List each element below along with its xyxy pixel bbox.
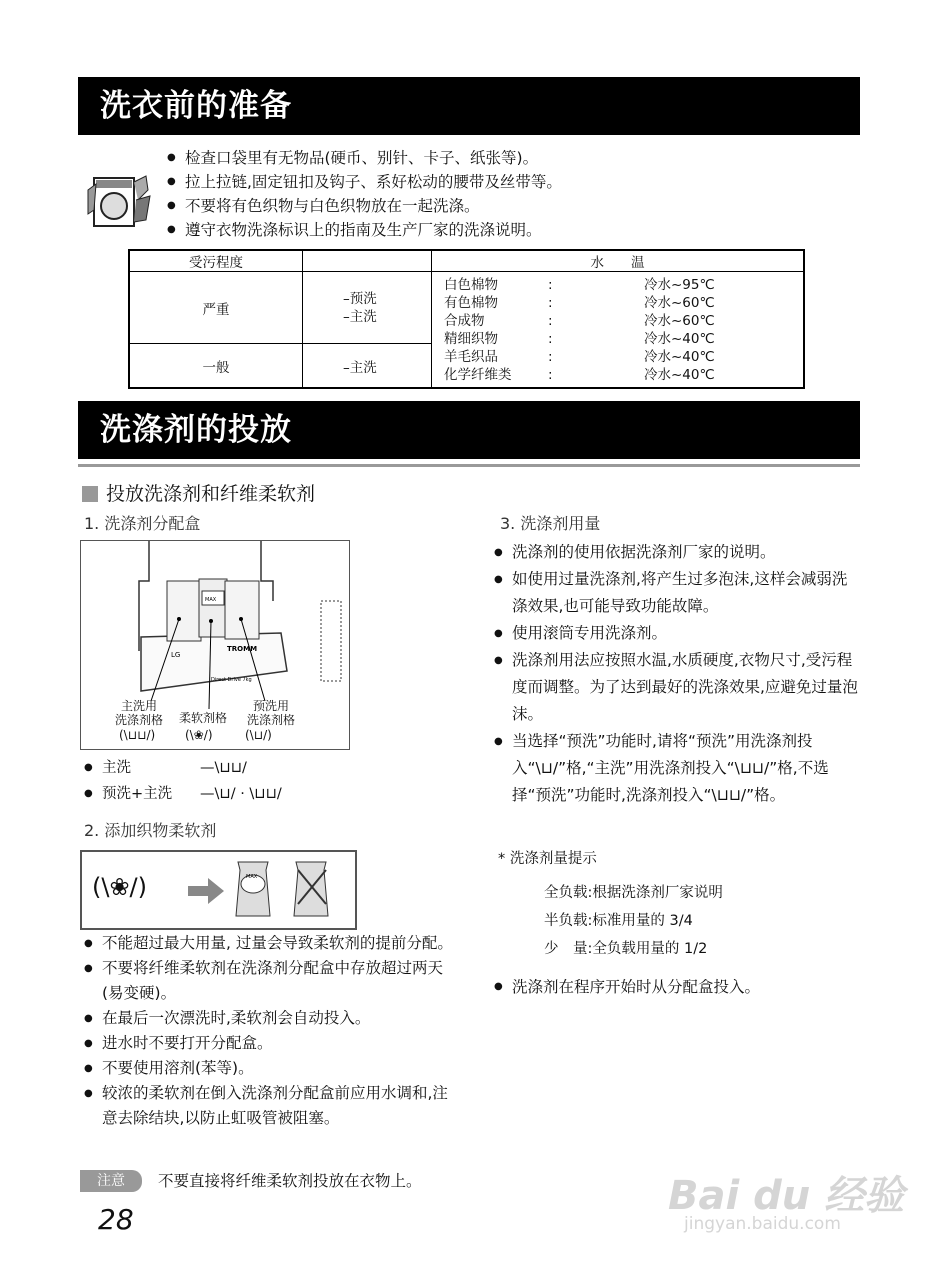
list-item: ● 洗涤剂的使用依据洗涤剂厂家的说明。	[494, 539, 860, 566]
part1-title: 1. 洗涤剂分配盒	[84, 514, 201, 533]
fabric-temp: 冷水~40℃	[644, 366, 715, 383]
softener-label: 柔软剂格	[179, 711, 228, 725]
table-cell-program: –主洗	[303, 344, 432, 388]
fabric-name: 羊毛织品	[444, 348, 498, 365]
tip-item: 少 量:全负载用量的 1/2	[544, 941, 708, 957]
legend-item	[84, 781, 282, 807]
fabric-temp: 冷水~40℃	[644, 348, 715, 365]
softener-diagram	[80, 850, 357, 930]
prewash-label: 预洗用 洗涤剂格	[247, 699, 296, 727]
legend-label: 主洗	[102, 760, 131, 776]
dispenser-diagram	[80, 540, 350, 750]
tip-title: * 洗涤剂量提示	[498, 851, 597, 867]
fabric-sep: :	[548, 276, 553, 293]
list-item: ● 不要使用溶剂(苯等)。	[84, 1056, 456, 1081]
fabric-temp: 冷水~60℃	[644, 312, 715, 329]
legend-item	[84, 755, 282, 781]
preparation-list	[167, 146, 562, 242]
fabric-name: 合成物	[444, 312, 485, 329]
section-title-preparation: 洗衣前的准备	[78, 77, 860, 135]
fabric-sep: :	[548, 294, 553, 311]
fabric-name: 白色棉物	[444, 276, 498, 293]
fabric-temp: 冷水~95℃	[644, 276, 715, 293]
legend-label: 预洗+主洗	[102, 786, 173, 802]
list-item: ● 拉上拉链,固定钮扣及钩子、系好松动的腰带及丝带等。	[167, 170, 562, 194]
list-item: ● 较浓的柔软剂在倒入洗涤剂分配盒前应用水调和,注意去除结块,以防止虹吸管被阻塞。	[84, 1081, 456, 1131]
fabric-sep: :	[548, 348, 553, 365]
main-wash-label: 主洗用 洗涤剂格	[115, 699, 164, 727]
table-header	[303, 250, 432, 272]
part2-title: 2. 添加织物柔软剂	[84, 821, 217, 840]
table-cell-fabrics	[432, 272, 805, 388]
table-cell-level: 一般	[129, 344, 303, 388]
table-cell-program: –预洗 –主洗	[303, 272, 432, 344]
softener-list	[84, 931, 456, 1131]
list-item: ● 洗涤剂在程序开始时从分配盒投入。	[494, 975, 760, 999]
subheading-text: 投放洗涤剂和纤维柔软剂	[106, 483, 316, 505]
max-label: MAX	[246, 874, 258, 880]
fabric-temp: 冷水~40℃	[644, 330, 715, 347]
list-item: ● 遵守衣物洗涤标识上的指南及生产厂家的洗涤说明。	[167, 218, 562, 242]
water-temperature-table	[128, 249, 805, 389]
fabric-sep: :	[548, 330, 553, 347]
list-item: ● 不能超过最大用量, 过量会导致柔软剂的提前分配。	[84, 931, 456, 956]
watermark-url: jingyan.baidu.com	[684, 1214, 841, 1234]
brand-label: LG	[171, 651, 181, 659]
prewash-symbol: (\⊔/)	[245, 728, 272, 742]
fabric-sep: :	[548, 366, 553, 383]
note-text: 不要直接将纤维柔软剂投放在衣物上。	[158, 1172, 422, 1190]
divider	[78, 464, 860, 467]
fabric-sep: :	[548, 312, 553, 329]
note-tag: 注意	[80, 1170, 142, 1192]
list-item: ● 不要将纤维柔软剂在洗涤剂分配盒中存放超过两天(易变硬)。	[84, 956, 456, 1006]
tip-item: 半负载:标准用量的 3/4	[544, 913, 693, 929]
main-wash-symbol: (\⊔⊔/)	[119, 728, 156, 742]
subheading	[82, 481, 315, 507]
part3-title: 3. 洗涤剂用量	[500, 514, 601, 533]
max-label: MAX	[205, 597, 217, 603]
list-item: ● 使用滚筒专用洗涤剂。	[494, 620, 860, 647]
softener-symbol: (\❀/)	[185, 728, 213, 742]
final-list	[494, 975, 760, 999]
model-label: TROMM	[227, 645, 258, 653]
list-item: ● 当选择“预洗”功能时,请将“预洗”用洗涤剂投入“\⊔/”格,“主洗”用洗涤剂投入“\⊔⊔/”格,不选择“预洗”功能时,洗涤剂投入“\⊔⊔/”格。	[494, 728, 860, 809]
washing-machine-icon	[86, 170, 154, 232]
legend-symbols: —\⊔/ · \⊔⊔/	[200, 786, 282, 802]
list-item: ● 不要将有色织物与白色织物放在一起洗涤。	[167, 194, 562, 218]
square-bullet-icon	[82, 486, 98, 502]
list-item: ● 检查口袋里有无物品(硬币、别针、卡子、纸张等)。	[167, 146, 562, 170]
drive-label: Direct Drive 7kg	[211, 677, 252, 683]
tip-item: 全负载:根据洗涤剂厂家说明	[544, 885, 723, 901]
legend-list	[84, 755, 282, 807]
page-number: 28	[98, 1203, 134, 1236]
fabric-name: 有色棉物	[444, 294, 498, 311]
fabric-name: 化学纤维类	[444, 366, 512, 383]
watermark-logo: Bai du 经验	[668, 1173, 905, 1219]
tips	[544, 879, 723, 963]
section-title-detergent: 洗涤剂的投放	[78, 401, 860, 459]
arrow-right-icon	[186, 876, 226, 906]
table-cell-level: 严重	[129, 272, 303, 344]
dosage-list	[494, 539, 860, 809]
table-header: 水 温	[432, 250, 805, 272]
softener-cup-drawing	[232, 856, 342, 924]
list-item: ● 进水时不要打开分配盒。	[84, 1031, 456, 1056]
legend-symbols: —\⊔⊔/	[200, 760, 247, 776]
list-item: ● 洗涤剂用法应按照水温,水质硬度,衣物尺寸,受污程度而调整。为了达到最好的洗涤效果,应避免过量泡沫。	[494, 647, 860, 728]
table-header: 受污程度	[129, 250, 303, 272]
softener-symbol-large: (\❀/)	[92, 873, 148, 901]
list-item: ● 如使用过量洗涤剂,将产生过多泡沫,这样会减弱洗涤效果,也可能导致功能故障。	[494, 566, 860, 620]
fabric-name: 精细织物	[444, 330, 498, 347]
fabric-temp: 冷水~60℃	[644, 294, 715, 311]
list-item: ● 在最后一次漂洗时,柔软剂会自动投入。	[84, 1006, 456, 1031]
fabric-list	[432, 276, 803, 384]
